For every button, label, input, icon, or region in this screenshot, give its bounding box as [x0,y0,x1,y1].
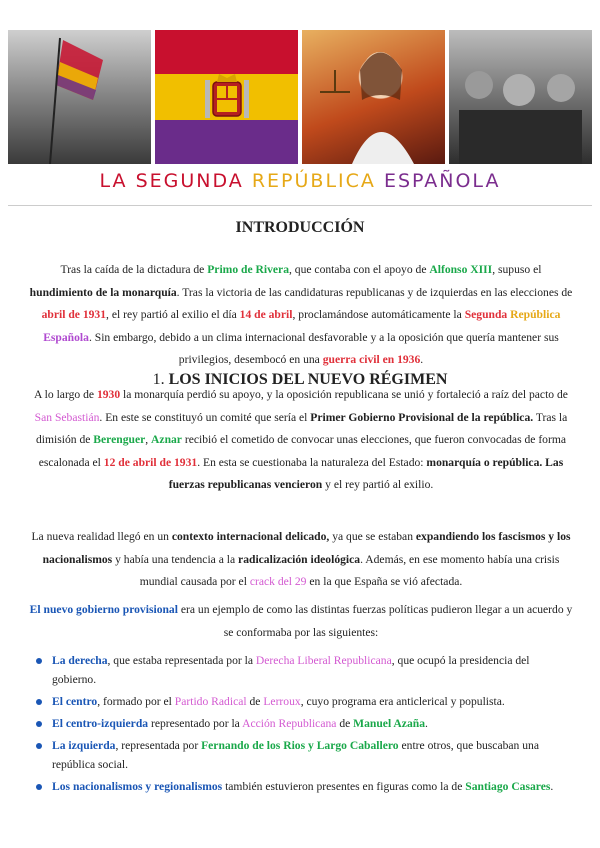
title-part-2: REPÚBLICA [251,170,376,192]
highlight-1930: 1930 [96,388,121,401]
bold-hundimiento: hundimiento de la monarquía [29,285,177,299]
text: , proclamándose automáticamente la [292,308,465,321]
highlight-espanola: Española [43,330,89,344]
highlight-abril-1931: abril de 1931 [41,308,107,321]
page-title [0,170,600,192]
text: de [336,717,354,730]
text: . En esta se cuestionaba la naturaleza del Estado: [197,455,427,469]
highlight-12-abril-1931: 12 de abril de 1931 [103,455,198,469]
list-item [36,651,576,689]
section-1-paragraph-2 [28,526,574,594]
text: , el rey partió al exilio el día [106,308,240,321]
highlight: Santiago Casares [465,780,551,793]
highlight-crack-29: crack del 29 [249,575,307,588]
highlight-segunda: Segunda [464,308,508,321]
political-forces-list [36,651,576,799]
bold-fascismos: expandiendo los fascismos y los nacionalismos [42,530,571,566]
text: . Tras la victoria de las candidaturas republicanas y de izquierdas en las elecciones de [176,285,573,299]
text: . [425,717,428,730]
text: A lo largo de [34,388,97,401]
highlight-republica: República [510,308,561,321]
highlight-primo-de-rivera: Primo de Rivera [207,263,289,276]
highlight: Derecha Liberal Republicana [255,654,392,667]
bullet-icon [36,658,42,664]
bullet-icon [36,721,42,727]
highlight: Partido Radical [174,695,247,708]
bold-monarquia-republica: monarquía o república. [426,455,543,469]
text: era un ejemplo de como las distintas fuerzas políticas pudieron llegar a un acuerdo y se conformaba por las siguientes: [177,603,573,639]
header-image-strip [8,30,592,164]
highlight-berenguer: Berenguer [93,433,146,446]
list-item [36,736,576,774]
text: . [420,353,424,366]
list-item [36,692,576,711]
text: la monarquía perdió su apoyo, y la oposición republicana se unió y fortaleció a raíz del pacto de [120,388,568,401]
list-item-lead: El centro-izquierda [52,717,149,730]
list-item-lead: El centro [52,695,98,708]
text: . Además, en ese momento había una crisis mundial causada por el [139,552,560,588]
text: en la que España se vió afectada. [306,575,463,588]
section-number: 1. [152,371,165,388]
text: , [145,433,152,446]
text: La nueva realidad llegó en un [31,530,172,543]
text: . Sin embargo, debido a un clima internacional desfavorable y a la oposición que quería mantener sus privilegios, desembocó en una [88,330,559,366]
text: , que estaba representada por la [107,654,256,667]
highlight: Acción Republicana [242,717,337,730]
bullet-icon [36,743,42,749]
text: . [550,780,554,793]
list-item [36,777,576,796]
text: y el rey partió al exilio. [322,478,434,491]
list-item-lead: La derecha [52,654,108,667]
photo-crowd-celebrating [449,30,592,164]
intro-heading: INTRODUCCIÓN [235,219,365,236]
bold-fuerzas-republicanas: Las fuerzas republicanas vencieron [168,455,564,491]
bullet-icon [36,699,42,705]
intro-paragraph [28,259,574,372]
text: Tras la caída de la dictadura de [60,263,208,276]
text: y había una tendencia a la [112,552,239,566]
highlight-aznar: Aznar [151,433,182,446]
text: . En este se constituyó un comité que sería el [99,410,311,424]
allegory-republic-painting [302,30,445,164]
list-item [36,714,576,733]
text: también estuvieron presentes en figuras como la de [222,780,466,793]
highlight-14-abril: 14 de abril [239,308,293,321]
flag-waving-icon [8,30,151,164]
section-1-paragraph-1 [28,384,574,497]
highlight: Lerroux [263,695,301,708]
bold-radicalizacion: radicalización ideológica [238,552,361,566]
crowd-icon [449,30,592,164]
text: de [246,695,264,708]
highlight-nuevo-gobierno: El nuevo gobierno provisional [29,603,178,616]
bold-primer-gobierno: Primer Gobierno Provisional de la república. [310,410,534,424]
text: , que ocupó la presidencia del gobierno. [52,654,530,686]
flag-second-republic [155,30,298,164]
list-item-lead: Los nacionalismos y regionalismos [52,780,223,793]
section-title: LOS INICIOS DEL NUEVO RÉGIMEN [168,371,448,388]
text: , formado por el [97,695,175,708]
title-divider [8,205,592,206]
text: ya que se estaban [329,530,416,543]
coat-of-arms-icon [155,30,298,164]
bold-contexto-internacional: contexto internacional delicado, [171,530,330,543]
title-part-1: LA SEGUNDA [99,170,244,192]
highlight: Manuel Azaña [353,717,425,730]
highlight-san-sebastian: San Sebastián [34,410,100,424]
text: recibió el cometido de convocar unas elecciones, que fueron convocadas de forma escalonada el [38,433,567,469]
text: , supuso el [492,263,542,276]
woman-allegory-icon [302,30,445,164]
bullet-icon [36,784,42,790]
photo-republican-flag-crowd [8,30,151,164]
highlight: Fernando de los Rios y Largo Caballero [201,739,399,752]
text: , cuyo programa era anticlerical y populista. [300,695,505,708]
list-item-lead: La izquierda [52,739,116,752]
section-1-paragraph-3 [28,599,574,644]
highlight-guerra-civil: guerra civil en 1936 [322,353,421,366]
highlight-alfonso-xiii: Alfonso XIII [429,263,493,276]
text: Tras la dimisión de [35,410,568,446]
text: , que contaba con el apoyo de [289,263,430,276]
text: entre otros, que buscaban una república social. [52,739,539,771]
text: representado por la [148,717,243,730]
text: , representada por [115,739,202,752]
title-part-3: ESPAÑOLA [383,170,501,192]
